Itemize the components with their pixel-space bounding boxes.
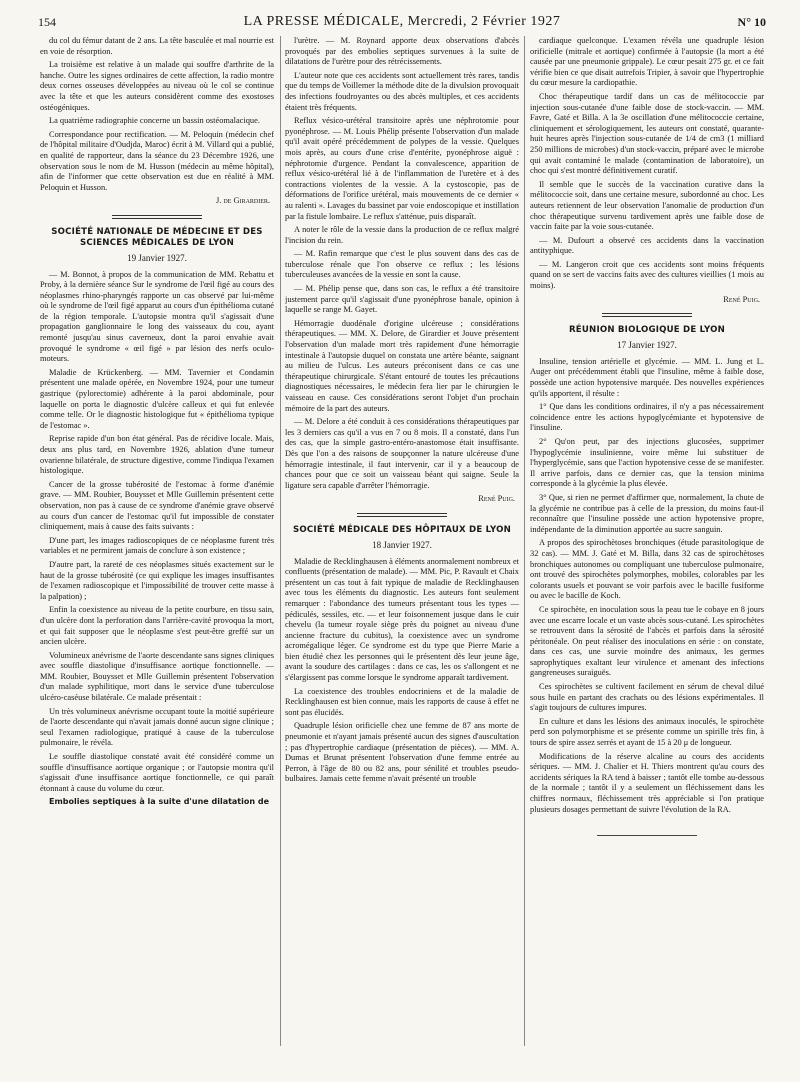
section-heading: RÉUNION BIOLOGIQUE DE LYON <box>568 325 726 336</box>
paragraph: 3° Que, si rien ne permet d'affirmer que, normalement, la chute de la glycémie ne contribue pas à celle de la pression, du moins faut-il reconnaître que l'insuline possède une action hypotensive propre, indépendante de la diminution apportée au sucre sanguin. <box>530 492 764 534</box>
session-date: 17 Janvier 1927. <box>617 340 677 351</box>
journal-title: LA PRESSE MÉDICALE, Mercredi, 2 Février 1927 <box>243 14 561 29</box>
paragraph: — M. Dufourt a observé ces accidents dans la vaccination antityphique. <box>530 235 764 256</box>
paragraph: 1° Que dans les conditions ordinaires, il n'y a pas nécessairement coïncidence entre les actions hypoglycémiante et hypotensive de l'insuline. <box>530 402 764 433</box>
paragraph: Enfin la coexistence au niveau de la petite courbure, en tissu sain, d'un ulcère dont la perforation dans l'arrière-cavité provoqua la mort, et qui fait supposer que le néoplasme s'est peut-être greffé sur un ancien ulcère. <box>40 605 274 647</box>
paragraph: du col du fémur datant de 2 ans. La tête basculée et mal nourrie est en voie de résorption. <box>40 36 274 56</box>
paragraph: — M. Delore a été conduit à ces considérations thérapeutiques par les 3 derniers cas qu'il a vus en 7 ou 8 mois. Il a constaté, dans l'un des cas, que la simple gastro-entéro-anastomose était insuffisante. Dès que l'on a des raisons de soupçonner la nature ulcéreuse d'une hémorragie intestinale, il faut intervenir, car il y a beaucoup de chances pour que ce soit un vaisseau béant qui saigne. Seule la ligature sera capable d'arrêter l'hémorragie. <box>285 417 519 490</box>
paragraph: — M. Rafin remarque que c'est le plus souvent dans des cas de tuberculose rénale que l'on observe ce reflux ; les lésions tuberculeuses avancées de la vessie en sont la cause. <box>285 249 519 280</box>
paragraph: Reflux vésico-urétéral transitoire après une néphrotomie pour pyonéphrose. — M. Louis Phélip présente l'observation d'un malade qu'il avait opéré précédemment de polypes de la vessie. Quelques mois après, au cours d'une crise d'entérite, pyonéphrose aiguë : néphrotomie d'urgence. Pendant la convalescence, apparition de reflux vésico-urétéral lié à de l'inflammation de l'uretère et à des contractions violentes de la vessie. A la cystoscopie, pas de déformations de l'orifice urétéral, mais mouvements de ce dernier « au ralenti ». Lavages du bassinet par voie endoscopique et instillation par la fistule lombaire. Le reflux s'atténue, puis disparaît. <box>285 116 519 221</box>
paragraph: 2° Qu'on peut, par des injections glucosées, supprimer l'hypoglycémie insulinienne, voire même lui substituer de l'hyperglycémie, sans que l'action hypotensive cesse de se manifester. Il arrive parfois, dans ce dernier cas, que la tension minima corresponde à la glycémie la plus élevée. <box>530 437 764 489</box>
signature: René Puig. <box>478 494 515 504</box>
paragraph: Maladie de Recklinghausen à éléments anormalement nombreux et confluents (présentation de malade). — MM. Pic, P. Ravault et Chaix présentent un cas tout à fait typique de maladie de Recklinghausen avec tous les éléments du diagnostic. Les auteurs font seulement remarquer : l'abondance des tumeurs présentant tous les types — pédiculés, sessiles, etc. — et leur foisonnement jusque dans le cuir chevelu (la tumeur royale siège près du poignet au niveau d'une ancienne fracture du cubitus), la coexistence avec un syndrome acromégalique léger. Ce syndrome est du type que Pierre Marie a bien étudié chez les personnes qui le présentent dès leur jeune âge, avant la soudure des cartilages : dans ce cas, les os s'allongent et ne s'élargissent pas comme lorsque le syndrome apparaît tardivement. <box>285 556 519 683</box>
paragraph: Ces spirochètes se cultivent facilement en sérum de cheval dilué sous huile en partant des crachats ou des lésions expérimentales. Il s'agit toujours de cultures impures. <box>530 682 764 713</box>
paragraph: La troisième est relative à un malade qui souffre d'arthrite de la hanche. Outre les signes ordinaires de cette affection, la radio montre deux cornes osseuses développées au niveau où le col se continue avec la tête et que les auteurs considèrent comme des exostoses ostéogéniques. <box>40 60 274 112</box>
paragraph: l'urètre. — M. Roynard apporte deux observations d'abcès provoqués par des embolies septiques survenues à la suite de dilatations de l'urètre pour des rétrécissements. <box>285 36 519 67</box>
paragraph: Ce spirochète, en inoculation sous la peau tue le cobaye en 8 jours avec une escarre locale et un vaste abcès sous-cutané. Les spirochètes se retrouvent dans la sérosité de l'abcès et parfois dans la sérosité péritonéale. On peut réaliser des inoculations en série : on constate, dans ces cas, une survie moindre des animaux, les germes saprophytiques exaltant leur virulence et amenant des infections gangreneuses suraiguës. <box>530 604 764 678</box>
issue-number: N° 10 <box>737 15 766 29</box>
paragraph: Il semble que le succès de la vaccination curative dans la mélitococcie soit, dans une certaine mesure, subordonné au choc. Les auteurs retiennent de leur observation l'anomalie de production d'un choc thérapeutique survenu tardivement après une faible dose de vaccin faite par la voie sous-cutanée. <box>530 179 764 232</box>
signature: J. de Girardier. <box>215 196 270 206</box>
paragraph: Hémorragie duodénale d'origine ulcéreuse ; considérations thérapeutiques. — MM. X. Delore, de Girardier et Jouve présentent l'observation d'un malade mort très rapidement d'une hémorragie intestinale à l'autopsie duquel on constata une artère béante, saignant au milieu de l'ulcus. Les auteurs préconisent dans ce cas une thérapeutique chirurgicale. S'étant entouré de toutes les précautions diagnostiques nécessaires, le médecin fera lier par le chirurgien le vaisseau en cause. Ces considérations seront l'objet d'un prochain mémoire de la part des auteurs. <box>285 318 519 413</box>
section-heading: SOCIÉTÉ NATIONALE DE MÉDECINE ET DES SCIENCES MÉDICALES DE LYON <box>51 226 263 248</box>
session-date: 19 Janvier 1927. <box>127 252 187 263</box>
paragraph: Reprise rapide d'un bon état général. Pas de récidive locale. Mais, deux ans plus tard, en Novembre 1926, ablation d'une tumeur ovarienne bilatérale, de structure digestive, comme l'indiqua l'examen histologique. <box>40 434 274 476</box>
column-1 <box>40 36 274 1066</box>
paragraph: L'auteur note que ces accidents sont actuellement très rares, tandis que du temps de Voillemer la méthode dite de la divulsion provoquait des infections foudroyantes ou des abcès multiples, et ces accidents étaient très fréquents. <box>285 70 519 112</box>
paragraph: A noter le rôle de la vessie dans la production de ce reflux malgré l'incision du rein. <box>285 225 519 245</box>
paragraph: Correspondance pour rectification. — M. Peloquin (médecin chef de l'hôpital militaire d'Oudjda, Maroc) écrit à M. Villard qui a publié, en qualité de rapporteur, dans la séance du 23 Décembre 1926, une observation sous le nom de M. Husson (médecin au même hôpital), afin de l'informer que cette observation est due en réalité à MM. Peloquin et Husson. <box>40 129 274 192</box>
paragraph: Maladie de Krückenberg. — MM. Tavernier et Condamin présentent une malade opérée, en Novembre 1924, pour une tumeur gastrique (pylorectomie) adhérente à la paroi abdominale, pour laquelle on porta le diagnostic d'ulcère calleux et qui fut enlevée comme telle. Or le diagnostic histologique fut « épithélioma typique de l'estomac ». <box>40 367 274 430</box>
paragraph: Cancer de la grosse tubérosité de l'estomac à forme d'anémie grave. — MM. Roubier, Bouysset et Mlle Guillemin présentent cette observation, non pas à cause de ce syndrome d'anémie grave observé au cours d'un cancer de l'estomac qu'il fut impossible de constater cliniquement, mais à cause des faits suivants : <box>40 479 274 532</box>
section-divider <box>597 835 697 836</box>
paragraph: D'autre part, la rareté de ces néoplasmes situés exactement sur le haut de la grosse tubérosité (ce qui explique les images insuffisantes de l'examen radioscopique et l'impossibilité de trouver cette masse à la palpation) ; <box>40 559 274 601</box>
section-divider <box>602 313 692 317</box>
paragraph: Modifications de la réserve alcaline au cours des accidents sériques. — MM. J. Chalier et H. Thiers montrent qu'au cours des accidents sériques la RA tend à baisser ; tantôt elle tombe au-dessous de la normale ; tantôt il y a seulement un fléchissement dans les chiffres normaux, fléchissement très appréciable si l'on pratique plusieurs dosages permettant de suivre l'évolution de la RA. <box>530 751 764 814</box>
paragraph: Quadruple lésion orificielle chez une femme de 87 ans morte de pneumonie et n'ayant jamais présenté aucun des signes d'auscultation ; pas d'hypertrophie cardiaque (présentation de pièces). — MM. A. Dumas et Brunat présentent l'observation d'une femme entrée au Perron, à l'âge de 80 ou 82 ans, pour sénilité et troubles pseudo-bulbaires. Jamais cette femme n'avait présenté un trouble <box>285 721 519 784</box>
paragraph: En culture et dans les lésions des animaux inoculés, le spirochète perd son polymorphisme et se présente comme un spirille très fin, à tours de spire assez serrés et ayant de 15 à 20 μ de longueur. <box>530 716 764 748</box>
paragraph: Choc thérapeutique tardif dans un cas de mélitococcie par injection sous-cutanée d'une faible dose de stock-vaccin. — MM. Favre, Gaté et Billa. A la 3e oscillation d'une mélitococcie certaine, cliniquement et sérologiquement, les auteurs ont constaté, quarante-huit heures après l'injection sous-cutanée de 1/4 de cm3 (1 milliard 250 millions de microbes) d'un stock-vaccin, préparé avec le microbe qui avait contaminé le malade (contamination de laboratoire), un choc qui s'est montré définitivement curatif. <box>530 91 764 176</box>
section-divider <box>112 215 202 219</box>
column-2 <box>285 36 519 1066</box>
paragraph: La quatrième radiographie concerne un bassin ostéomalacique. <box>49 116 260 126</box>
paragraph: Insuline, tension artérielle et glycémie. — MM. L. Jung et L. Auger ont précédemment établi que l'insuline, même à faible dose, possède une action hypotensive marquée. Des nouvelles expériences qu'ils apportent, il résulte : <box>530 356 764 398</box>
paragraph: — M. Phélip pense que, dans son cas, le reflux a été transitoire justement parce qu'il s'agissait d'une pyonéphrose banale, opinion à laquelle se range M. Gayet. <box>285 284 519 315</box>
signature: René Puig. <box>723 294 760 304</box>
paragraph: cardiaque quelconque. L'examen révéla une quadruple lésion orificielle (mitrale et aortique) confirmée à l'autopsie (la mort a été causée par une pneumonie grippale). Le cœur pesait 275 gr. et ce fait vérifie bien ce que disait autrefois Tripier, à savoir que l'hypertrophie du cœur mesure la cardiopathie. <box>530 36 764 88</box>
paragraph: D'une part, les images radioscopiques de ce néoplasme furent très variables et ne permirent jamais de conclure à son existence ; <box>40 535 274 556</box>
paragraph: — M. Langeron croit que ces accidents sont moins fréquents quand on se sert de vaccins faits avec des cultures vieillies (1 mois au moins). <box>530 259 764 291</box>
paragraph: A propos des spirochètoses bronchiques (étude parasitologique de 32 cas). — MM. J. Gaté et M. Billa, dans 32 cas de spirochètoses bronchiques autonomes ou compliquant une tuberculose pulmonaire, ont trouvé des spirochètes polymorphes, mobiles, colorables par les colorants usuels et pouvant se voir parfois avec le bacille fusiforme ou avec le bacille de Koch. <box>530 538 764 601</box>
paragraph: Le souffle diastolique constaté avait été considéré comme un souffle d'insuffisance aortique organique ; or l'autopsie montra qu'il s'agissait d'une insuffisance aortique fonctionnelle, ce qui paraît étonnant à cause du volume du cœur. <box>40 752 274 793</box>
paragraph: Embolies septiques à la suite d'une dilatation de <box>49 797 270 807</box>
paragraph: La coexistence des troubles endocriniens et de la maladie de Recklinghausen est bien connue, mais les rapports de cause à effet ne sont pas élucidés. <box>285 686 519 717</box>
column-divider <box>280 36 281 1046</box>
page-number: 154 <box>38 15 56 29</box>
section-divider <box>357 513 447 517</box>
column-divider <box>524 36 525 1046</box>
section-heading: SOCIÉTÉ MÉDICALE DES HÔPITAUX DE LYON <box>293 524 511 535</box>
column-3 <box>530 36 764 1066</box>
page-header <box>38 14 766 34</box>
paragraph: — M. Bonnot, à propos de la communication de MM. Rebattu et Proby, à la dernière séance Sur le syndrome de l'œil figé au cours des néoplasmes rhino-pharyngés rapporte un cas observé par lui-même où le syndrome de l'œil figé apparut au cours d'un épithélioma cutané de la région temporale. L'autopsie montra qu'il s'agissait d'une propagation ganglionnaire le long des vaisseaux du cou, ayant remonté jusqu'au sinus caverneux, dont la paroi envahie avait provoqué le syndrome « œil figé » par lésion des nerfs oculo-moteurs. <box>40 269 274 364</box>
session-date: 18 Janvier 1927. <box>372 539 432 550</box>
paragraph: Un très volumineux anévrisme occupant toute la moitié supérieure de l'aorte descendante qui n'avait jamais donné aucun signe clinique ; seul l'examen radiologique, pratiqué à cause de la tuberculose pulmonaire, le révéla. <box>40 706 274 748</box>
paragraph: Volumineux anévrisme de l'aorte descendante sans signes cliniques avec souffle diastolique d'insuffisance aortique fonctionnelle. — MM. Roubier, Bouysset et Mlle Guillemin présentent l'observation d'un malade syphilitique, mort dans le service d'une tuberculose ulcéro-caséuse bilatérale. Ce malade présentait : <box>40 650 274 703</box>
